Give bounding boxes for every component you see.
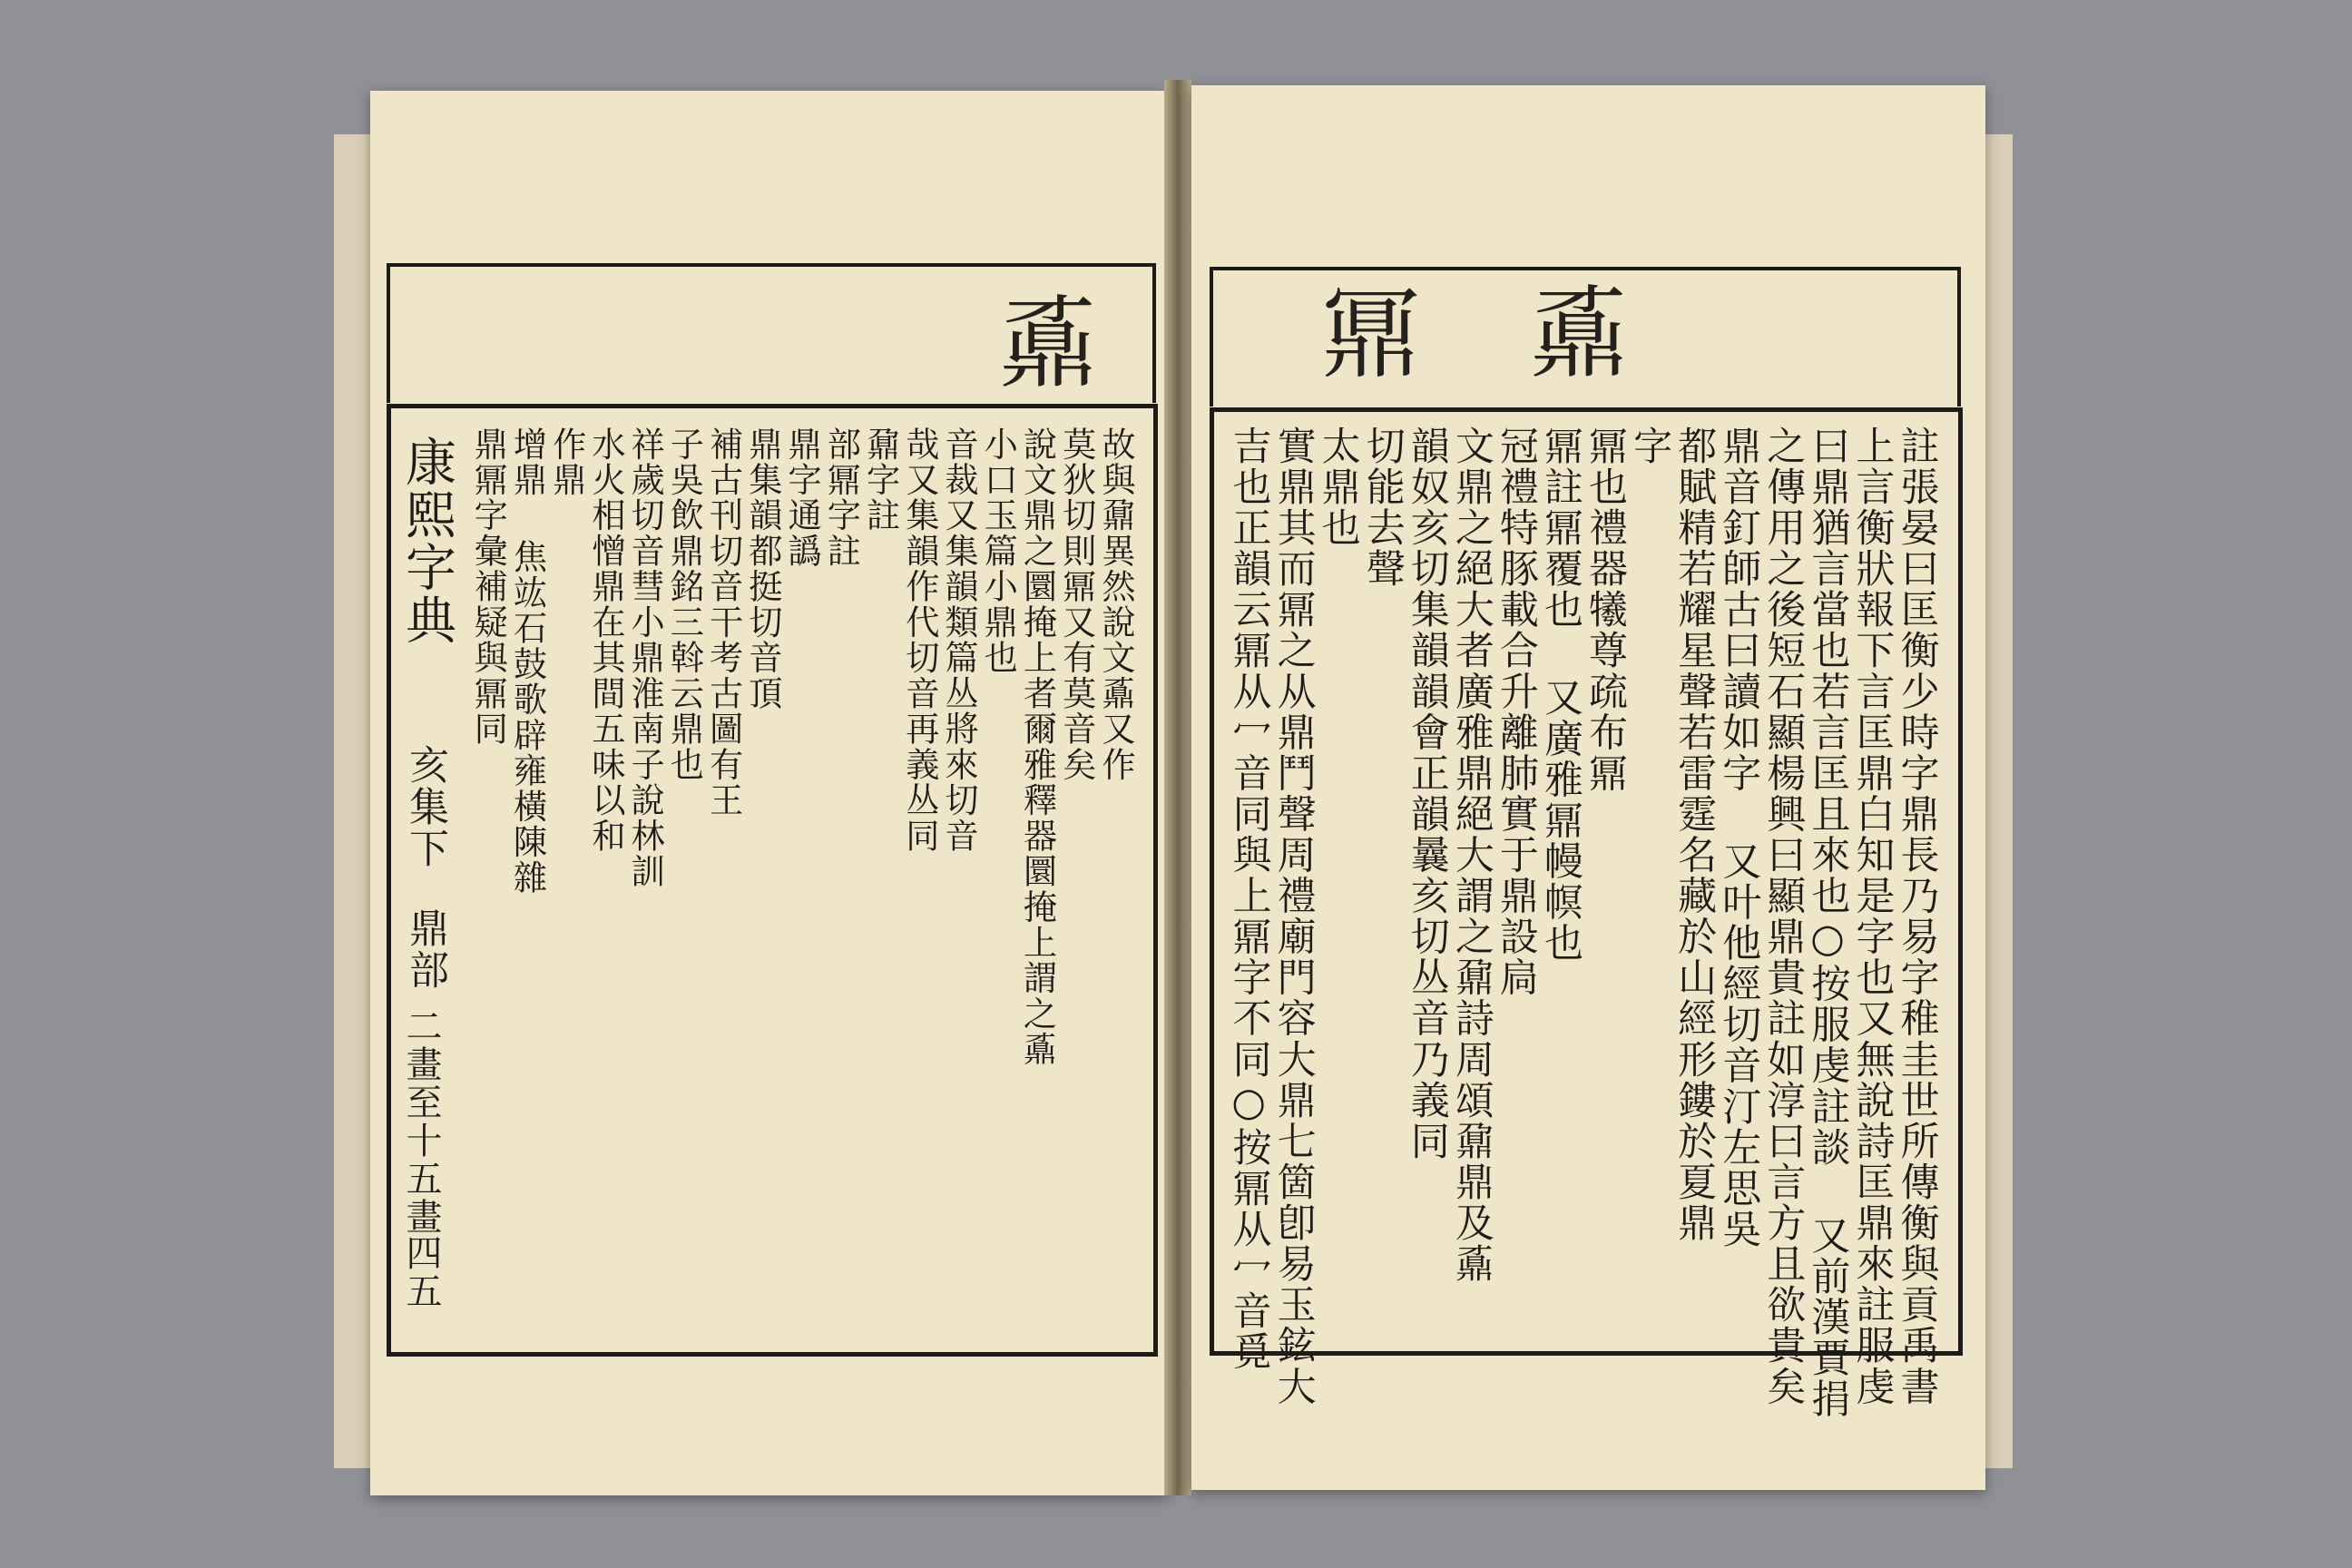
left-column-6: 哉又集韻作代切音再義丛同 (899, 426, 940, 854)
margin-section: 亥集下 (402, 744, 448, 869)
left-column-4: 小口玉篇小鼎也 (978, 426, 1019, 676)
left-column-10: 鼎集韻都挺切音頂 (742, 426, 783, 711)
right-column-5: 鼎音釘師古曰讀如字 又叶他經切音汀左思吳 (1715, 426, 1761, 1250)
left-column-11: 補古刊切音干考古圖有王 (703, 426, 744, 818)
right-column-13: 切能去聲 (1359, 426, 1406, 590)
left-column-12: 子吳飲鼎銘三斡云鼎也 (664, 426, 705, 783)
right-column-11: 文鼎之絕大者廣雅鼎絕大謂之鼐詩周頌鼐鼎及鼒 (1448, 426, 1494, 1285)
book-gutter (1164, 80, 1191, 1495)
right-column-7: 字 (1626, 426, 1672, 467)
open-book (334, 80, 2022, 1514)
margin-page: 四五 (400, 1234, 442, 1310)
right-column-6: 都賦精若耀星聲若雷霆名藏於山經形鏤於夏鼎 (1671, 426, 1717, 1244)
right-column-4: 之傳用之後短石顯楊興曰顯鼎貴註如淳曰言方且欲貴矣 (1759, 426, 1806, 1407)
right-column-10: 冠禮特豚載合升離肺實于鼎設扃 (1493, 426, 1539, 998)
right-page (1191, 85, 1985, 1490)
right-column-9: 鼏註鼏覆也 又廣雅鼏幔幎也 (1537, 426, 1583, 964)
right-column-3: 曰鼎猶言當也若言匡且來也○按服虔註談 又前漢賈捐 (1804, 426, 1850, 1420)
left-column-1: 故與鼐異然說文鼒又作 (1095, 426, 1136, 783)
left-column-2: 莫狄切則鼏又有莫音矣 (1056, 426, 1097, 783)
left-column-13: 祥歲切音彗小鼎淮南子說林訓 (625, 426, 666, 889)
margin-title: 康熙字典 (397, 436, 456, 646)
right-column-1: 註張晏曰匡衡少時字鼎長乃易字稚圭世所傳衡與貢禹書 (1894, 426, 1939, 1407)
right-seal-glyph-1: 鼏 (1305, 280, 1421, 380)
right-seal-glyph-2: 鼒 (1514, 280, 1630, 380)
left-column-8: 部鼏字註 (821, 426, 862, 569)
left-column-3: 說文鼎之圜掩上者爾雅釋器圜掩上謂之鼒 (1017, 426, 1058, 1068)
right-column-14: 太鼎也 (1315, 426, 1361, 549)
right-column-16: 吉也正韻云鼏从冖音同與上鼏字不同○按鼏从冖音覓 (1226, 426, 1272, 1373)
left-column-16: 增鼎 焦竑石鼓歌辟雍橫陳雜 (507, 426, 548, 896)
right-column-12: 韻奴亥切集韻韻會正韻曩亥切丛音乃義同 (1404, 426, 1450, 1162)
right-column-8: 鼏也禮器犧尊疏布鼏 (1582, 426, 1628, 794)
left-column-9: 鼎字通譌 (782, 426, 823, 569)
right-column-15: 實鼎其而鼏之从鼎鬥聲周禮廟門容大鼎七箇卽易玉鉉大 (1270, 426, 1317, 1407)
right-column-2: 上言衡狀報下言匡鼎白知是字也又無說詩匡鼎來註服虔 (1848, 426, 1895, 1407)
left-column-15: 作鼎 (546, 426, 587, 498)
left-column-14: 水火相憎鼎在其間五味以和 (585, 426, 626, 854)
left-column-17: 鼎鼏字彙補疑與鼏同 (468, 426, 509, 748)
margin-radical: 鼎部 (402, 907, 448, 991)
margin-range: 二畫至十五畫 (400, 1007, 442, 1236)
left-column-7: 鼐字註 (860, 426, 901, 534)
left-page (370, 91, 1169, 1495)
left-column-5: 音裁又集韻類篇丛將來切音 (939, 426, 980, 854)
left-seal-glyph: 鼒 (983, 290, 1099, 390)
